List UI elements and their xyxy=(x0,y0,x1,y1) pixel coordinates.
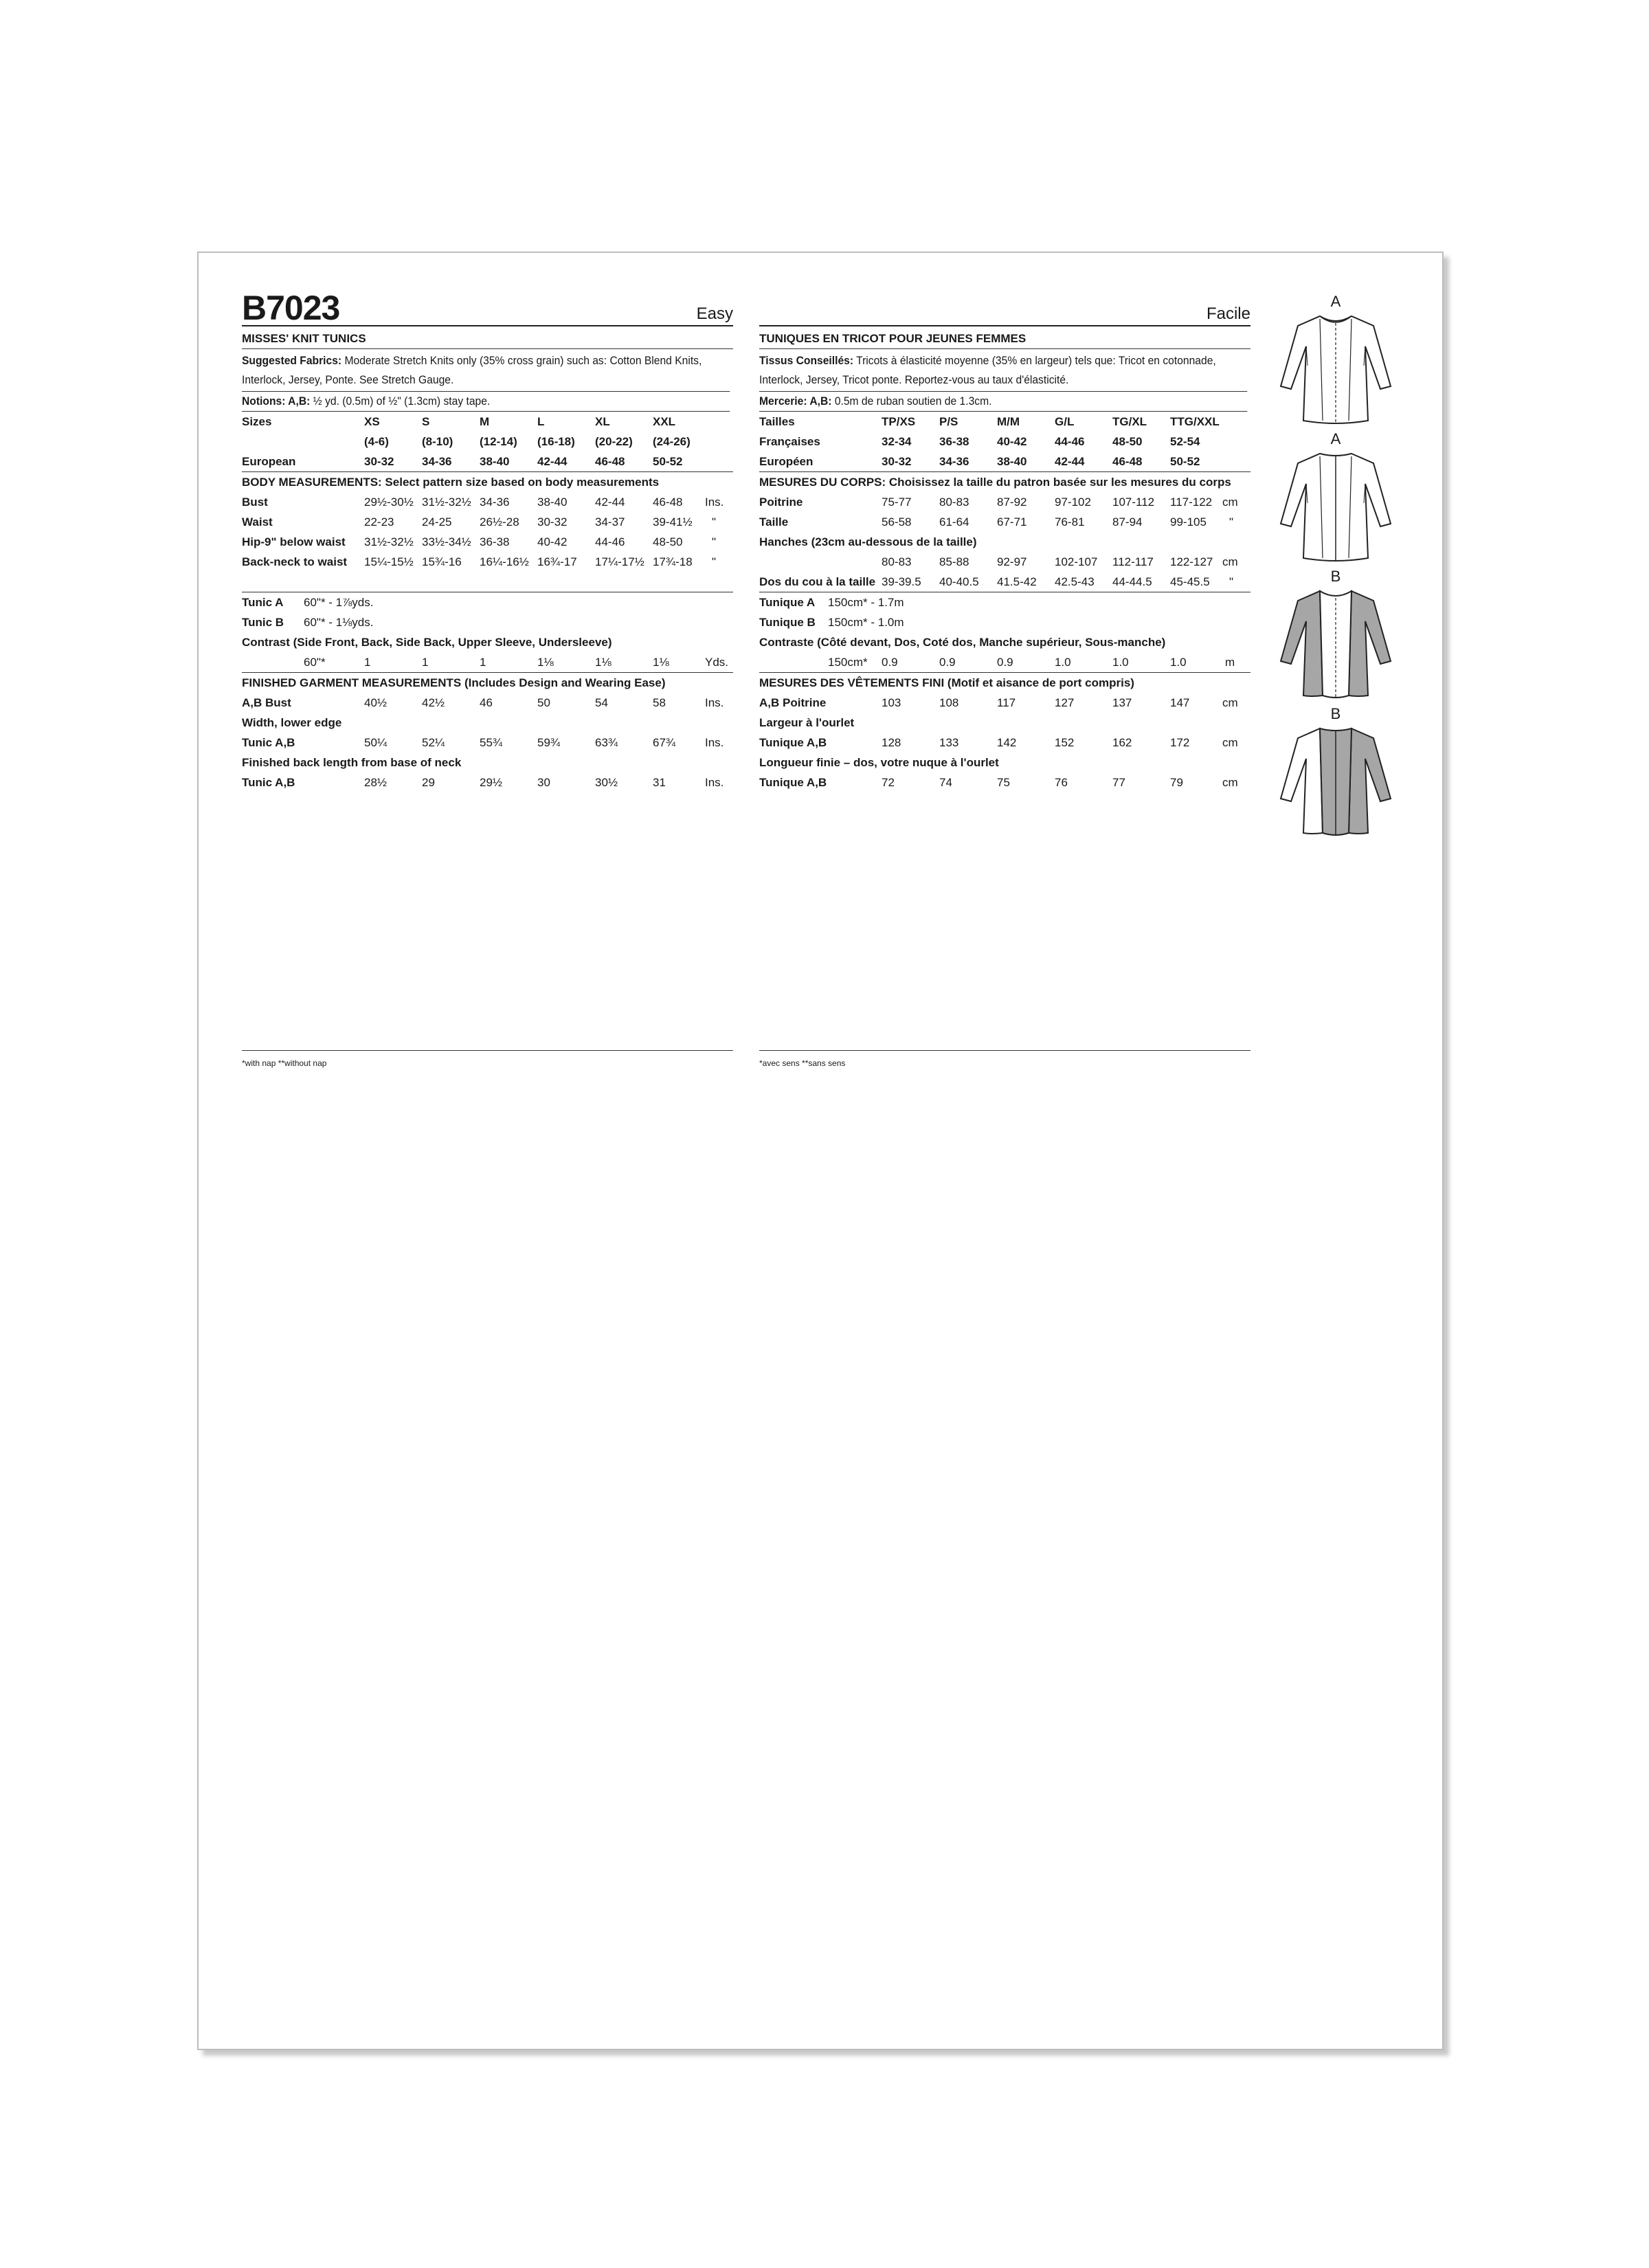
contrast-row: 60"* 1 1 1 1⅛ 1⅛ 1⅛ Yds. xyxy=(242,652,733,673)
finished-bust-row: A,B Poitrine 103 108 117 127 137 147 cm xyxy=(759,696,1238,709)
european-row: Européen 30-32 34-36 38-40 42-44 46-48 50-52 xyxy=(759,452,1250,472)
body-row-back-neck: Back-neck to waist 15¼-15½ 15¾-16 16¼-16½ 16¾-17 17¼-17½ 17¾-18 " xyxy=(242,555,717,568)
suggested-fabrics: Tissus Conseillés: Tricots à élasticité moyenne (35% en largeur) tels que: Tricot en cotonnade, Interlock, Jersey, Tricot ponte. Reportez-vous au taux d'élasticité. xyxy=(759,349,1247,392)
body-row-taille: Taille 56-58 61-64 67-71 76-81 87-94 99-105 " xyxy=(759,515,1234,529)
width-lower-edge-head: Largeur à l'ourlet xyxy=(759,716,855,729)
body-row-hip: Hip-9" below waist 31½-32½ 33½-34½ 36-38 40-42 44-46 48-50 " xyxy=(242,535,717,548)
finished-measurements-head: FINISHED GARMENT MEASUREMENTS (Includes Design and Wearing Ease) xyxy=(242,676,666,689)
spacer xyxy=(242,572,733,592)
end-rule xyxy=(242,1050,733,1051)
finished-width-row: Tunic A,B 50¼ 52¼ 55¾ 59¾ 63¾ 67¾ Ins. xyxy=(242,736,724,749)
view-b-back-drawing: B xyxy=(1277,705,1394,843)
end-rule xyxy=(759,1050,1250,1051)
pattern-title: TUNIQUES EN TRICOT POUR JEUNES FEMMES xyxy=(759,326,1250,349)
french-column xyxy=(759,291,1250,792)
pattern-number: B7023 xyxy=(242,289,340,327)
suggested-fabrics: Suggested Fabrics: Moderate Stretch Knits only (35% cross grain) such as: Cotton Blend Knits, Interlock, Jersey, Ponte. See Stretch Gauge. xyxy=(242,349,730,392)
body-measurements-head: BODY MEASUREMENTS: Select pattern size based on body measurements xyxy=(242,476,660,489)
header xyxy=(242,291,733,326)
width-lower-edge-head: Width, lower edge xyxy=(242,716,342,729)
pattern-title: MISSES' KNIT TUNICS xyxy=(242,326,733,349)
hips-row: 80-83 85-88 92-97 102-107 112-117 122-127 cm xyxy=(882,555,1238,568)
view-b-front-drawing: B xyxy=(1277,568,1394,706)
back-length-head: Finished back length from base of neck xyxy=(242,756,462,769)
body-row-poitrine: Poitrine 75-77 80-83 87-92 97-102 107-112 117-122 cm xyxy=(759,496,1238,509)
english-column xyxy=(242,291,733,792)
sizes-row: Tailles TP/XS P/S M/M G/L TG/XL TTG/XXL xyxy=(759,415,1220,428)
hips-head: Hanches (23cm au-dessous de la taille) xyxy=(759,535,977,548)
body-row-waist: Waist 22-23 24-25 26½-28 30-32 34-37 39-41½ " xyxy=(242,515,717,529)
yardage-tunic-a: Tunique A 150cm* - 1.7m xyxy=(759,596,904,609)
finished-bust-row: A,B Bust 40½ 42½ 46 50 54 58 Ins. xyxy=(242,696,724,709)
contrast-row: 150cm* 0.9 0.9 0.9 1.0 1.0 1.0 m xyxy=(759,652,1250,673)
finished-length-row: Tunique A,B 72 74 75 76 77 79 cm xyxy=(759,776,1238,789)
view-a-back-drawing: A xyxy=(1277,430,1394,568)
contrast-head: Contraste (Côté devant, Dos, Coté dos, Manche supérieur, Sous-manche) xyxy=(759,636,1166,649)
footnote: *with nap **without nap xyxy=(242,1058,327,1068)
pattern-back-sheet xyxy=(197,252,1444,2050)
yardage-tunic-b: Tunique B 150cm* - 1.0m xyxy=(759,616,904,629)
back-length-head: Longueur finie – dos, votre nuque à l'ourlet xyxy=(759,756,999,769)
finished-length-row: Tunic A,B 28½ 29 29½ 30 30½ 31 Ins. xyxy=(242,776,724,789)
french-sizes-row: Françaises 32-34 36-38 40-42 44-46 48-50 52-54 xyxy=(759,435,1200,448)
body-measurements-head: MESURES DU CORPS: Choisissez la taille du patron basée sur les mesures du corps xyxy=(759,476,1231,489)
yardage-tunic-a: Tunic A 60"* - 1⅞yds. xyxy=(242,596,374,609)
sizes-row: Sizes XS S M L XL XXL xyxy=(242,415,676,428)
notions: Mercerie: A,B: 0.5m de ruban soutien de 1.3cm. xyxy=(759,392,1247,412)
footnote: *avec sens **sans sens xyxy=(759,1058,846,1068)
finished-width-row: Tunique A,B 128 133 142 152 162 172 cm xyxy=(759,736,1238,749)
sizes-sub-row: (4-6) (8-10) (12-14) (16-18) (20-22) (24-26) xyxy=(364,435,691,448)
difficulty: Easy xyxy=(696,304,733,323)
yardage-tunic-b: Tunic B 60"* - 1⅛yds. xyxy=(242,616,374,629)
contrast-head: Contrast (Side Front, Back, Side Back, Upper Sleeve, Undersleeve) xyxy=(242,636,612,649)
difficulty: Facile xyxy=(1206,304,1250,323)
header xyxy=(759,291,1250,326)
view-a-front-drawing: A xyxy=(1277,293,1394,431)
body-row-bust: Bust 29½-30½ 31½-32½ 34-36 38-40 42-44 46-48 Ins. xyxy=(242,496,724,509)
notions: Notions: A,B: ½ yd. (0.5m) of ½" (1.3cm) stay tape. xyxy=(242,392,730,412)
back-neck-row: Dos du cou à la taille 39-39.5 40-40.5 41.5-42 42.5-43 44-44.5 45-45.5 " xyxy=(759,572,1250,592)
european-row: European 30-32 34-36 38-40 42-44 46-48 50-52 xyxy=(242,452,733,472)
finished-measurements-head: MESURES DES VÊTEMENTS FINI (Motif et aisance de port compris) xyxy=(759,676,1134,689)
